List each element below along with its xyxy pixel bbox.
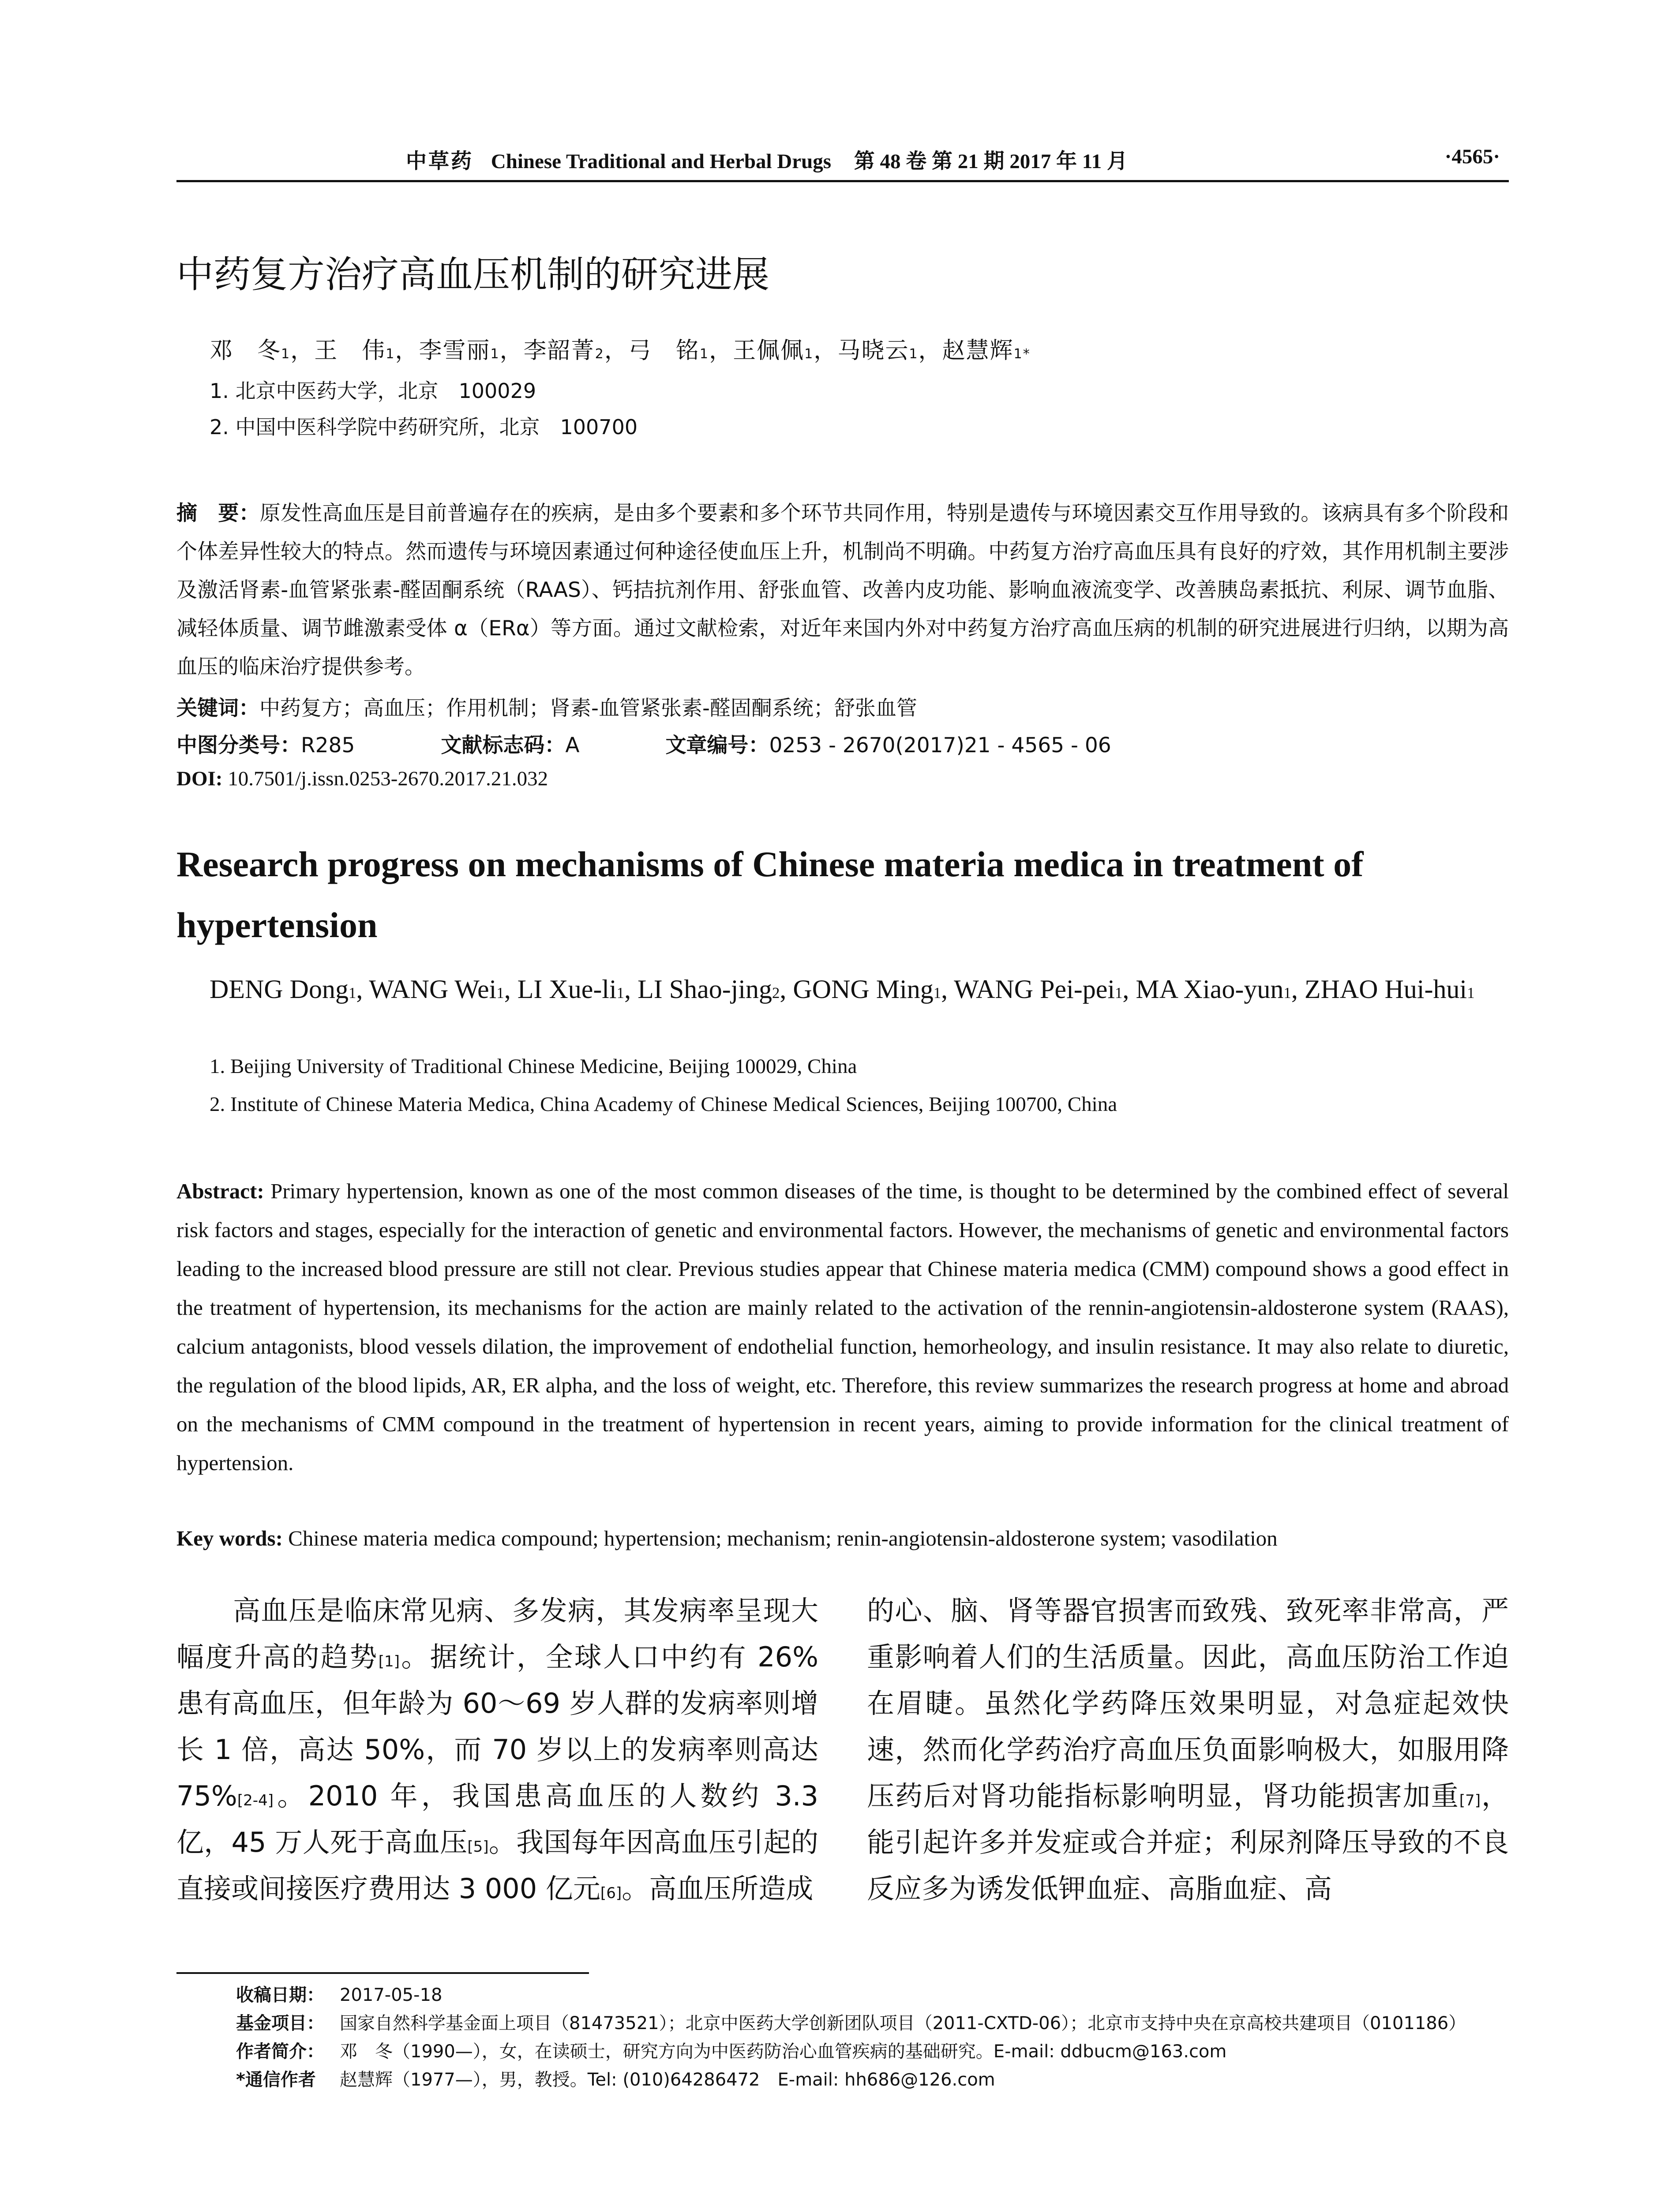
keywords-cn — [176, 692, 1509, 721]
classification-line — [176, 729, 1111, 758]
author-en-affil-sup: 2 — [772, 984, 780, 1002]
footnote-label: 收稿日期： — [236, 1985, 324, 2005]
abstract-en — [176, 1172, 1509, 1482]
author-cn-name: 赵慧辉 — [942, 338, 1014, 364]
keywords-cn-label: 关键词： — [176, 696, 259, 720]
author-cn-affil-sup: 1 — [804, 346, 814, 362]
footnote-label: 基金项目： — [236, 2013, 324, 2033]
author-list-cn: 邓 冬$^1$，王 伟$^1$，李雪丽$^1$，李韶菁$^2$，弓 铭$^1$，王佩佩$^1$，马晓云$^1$，赵慧辉$^{1*}$ — [210, 338, 1031, 364]
citation-ref: [5] — [467, 1838, 489, 1856]
author-en-name: WANG Pei-pei — [954, 975, 1115, 1004]
author-cn-name: 弓 铭 — [628, 338, 700, 364]
footnotes — [236, 1981, 1509, 2094]
footnote-label: 作者简介： — [236, 2041, 324, 2062]
body-text: 。2010 年，我国患高血压的人数约 3.3 亿，45 万人死于高血压 — [176, 1780, 818, 1858]
abstract-cn-label: 摘 要： — [176, 501, 260, 525]
author-en-name: GONG Ming — [793, 975, 934, 1004]
footnote-item — [236, 2037, 1509, 2066]
body-column-left — [176, 1587, 818, 1912]
issue-info: 第 48 卷 第 21 期 2017 年 11 月 — [854, 150, 1128, 173]
body-text: 。据统计，全球人口中约有 26% 患有高血压，但年龄为 60～69 岁人群的发病率则增长 1 倍，高达 50%，而 70 岁以上的发病率则高达 75% — [176, 1641, 818, 1812]
body-text: 的心、脑、肾等器官损害而致残、致死率非常高，严重影响着人们的生活质量。因此，高血压防治工作迫在眉睫。虽然化学药降压效果明显，对急症起效快速，然而化学药治疗高血压负面影响极大，如服用降压药后对肾功能指标影响明显，肾功能损害加重 — [867, 1594, 1509, 1812]
footnote-item — [236, 1981, 1509, 2009]
footnote-label: *通信作者 — [236, 2070, 316, 2090]
body-text: 。高血压所造成 — [622, 1872, 814, 1905]
author-cn-affil-sup: 1 — [909, 346, 919, 362]
author-en-affil-sup: 1 — [496, 984, 504, 1002]
citation-ref: [6] — [600, 1884, 622, 1902]
clc-value: R285 — [301, 733, 355, 758]
footnote-item — [236, 2066, 1509, 2094]
author-cn-affil-sup: 2 — [595, 346, 604, 362]
clc-label: 中图分类号： — [176, 733, 301, 758]
author-cn-name: 马晓云 — [837, 338, 909, 364]
article-title-en: Research progress on mechanisms of Chinese materia medica in treatment of hypertension — [176, 844, 1364, 945]
author-list-en: DENG Dong$^1$, WANG Wei$^1$, LI Xue-$li^1$, LI Shao-jing$^2$, GONG Ming$^1$, WANG Pei-pei$^1$, MA Xiao-yun$^1$, ZHAO Hui-hui$^1$ — [210, 975, 1475, 1004]
affiliation-en-2: 2. Institute of Chinese Materia Medica, China Academy of Chinese Medical Sciences, Beijing 100700, China — [210, 1093, 1118, 1116]
abstract-en-label: Abstract: — [176, 1179, 264, 1203]
keywords-en-text: Chinese materia medica compound; hypertension; mechanism; renin-angiotensin-aldosterone system; vasodilation — [288, 1526, 1278, 1550]
footnote-item — [236, 2009, 1509, 2037]
author-en-name: LI Shao-jing — [638, 975, 772, 1004]
footnote-text: 2017-05-18 — [340, 1985, 442, 2005]
author-en-name: WANG Wei — [369, 975, 497, 1004]
doc-code-label: 文献标志码： — [441, 733, 566, 758]
citation-ref: [7] — [1459, 1792, 1481, 1809]
body-text: 高血压是临床常见病、多发病，其发病率呈现大幅度升高的趋势 — [176, 1594, 818, 1673]
author-en-affil-sup: 1 — [933, 984, 941, 1002]
author-en-affil-sup: 1 — [1283, 984, 1291, 1002]
author-en-affil-sup: 1 — [1115, 984, 1123, 1002]
author-cn-name: 李雪丽 — [419, 338, 491, 364]
footnote-text: 赵慧辉（1977—），男，教授。Tel: (010)64286472 E-mail: hh686@126.com — [340, 2070, 995, 2090]
keywords-en — [176, 1526, 1509, 1551]
author-cn-name: 王 伟 — [314, 338, 386, 364]
keywords-cn-text: 中药复方；高血压；作用机制；肾素-血管紧张素-醛固酮系统；舒张血管 — [259, 696, 917, 720]
header-journal-info — [406, 145, 1128, 174]
author-cn-name: 邓 冬 — [210, 338, 281, 364]
abstract-cn-text: 原发性高血压是目前普遍存在的疾病，是由多个要素和多个环节共同作用，特别是遗传与环境因素交互作用导致的。该病具有多个阶段和个体差异性较大的特点。然而遗传与环境因素通过何种途径使血压上升，机制尚不明确。中药复方治疗高血压具有良好的疗效，其作用机制主要涉及激活肾素-血管紧张素-醛固酮系统（RAAS）、钙拮抗剂作用、舒张血管、改善内皮功能、影响血液流变学、改善胰岛素抵抗、利尿、调节血脂、减轻体质量、调节雌激素受体 α（ERα）等方面。通过文献检索，对近年来国内外对中药复方治疗高血压病的机制的研究进展进行归纳，以期为高血压的临床治疗提供参考。 — [176, 501, 1509, 679]
author-en-name: ZHAO Hui-hui — [1304, 975, 1467, 1004]
doi-line — [176, 767, 548, 791]
article-no-value: 0253 - 2670(2017)21 - 4565 - 06 — [769, 733, 1111, 758]
author-en-name: LI Xue-li — [517, 975, 617, 1004]
footnote-text: 国家自然科学基金面上项目（81473521）；北京中医药大学创新团队项目（2011-CXTD-06）；北京市支持中央在京高校共建项目（0101186） — [340, 2013, 1466, 2033]
affiliation-en-1: 1. Beijing University of Traditional Chinese Medicine, Beijing 100029, China — [210, 1055, 857, 1078]
body-text: ，能引起许多并发症或合并症；利尿剂降压导致的不良反应多为诱发低钾血症、高脂血症、高 — [867, 1780, 1509, 1905]
citation-ref: [2-4] — [237, 1792, 274, 1809]
abstract-en-text: Primary hypertension, known as one of the most common diseases of the time, is thought to be determined by the combined effect of several risk factors and stages, especially for the interaction of genetic and environmental factors. However, the mechanisms of genetic and environmental factors leading to the increased blood pressure are still not clear. Previous studies appear that Chinese materia medica (CMM) compound shows a good effect in the treatment of hypertension, its mechanisms for the action are mainly related to the activation of the rennin-angiotensin-aldosterone system (RAAS), calcium antagonists, blood vessels dilation, the improvement of endothelial function, hemorheology, and insulin resistance. It may also relate to diuretic, the regulation of the blood lipids, AR, ER alpha, and the loss of weight, etc. Therefore, this review summarizes the research progress at home and abroad on the mechanisms of CMM compound in the treatment of hypertension in recent years, aiming to provide information for the clinical treatment of hypertension. — [176, 1179, 1509, 1475]
author-cn-affil-sup: 1 — [386, 346, 395, 362]
author-cn-name: 李韶菁 — [523, 338, 595, 364]
author-en-name: MA Xiao-yun — [1136, 975, 1284, 1004]
affiliation-cn-2: 2. 中国中医科学院中药研究所，北京 100700 — [210, 415, 638, 439]
article-title-cn: 中药复方治疗高血压机制的研究进展 — [176, 253, 770, 296]
citation-ref: [1] — [378, 1653, 400, 1670]
journal-name-cn: 中草药 — [406, 150, 473, 173]
author-en-affil-sup: 1 — [1467, 984, 1475, 1002]
footnote-text: 邓 冬（1990—），女，在读硕士，研究方向为中医药防治心血管疾病的基础研究。E-mail: ddbucm@163.com — [340, 2041, 1227, 2062]
author-cn-affil-sup: 1* — [1013, 346, 1031, 362]
author-en-affil-sup: 1 — [616, 984, 625, 1002]
page-number: ·4565· — [1444, 145, 1500, 168]
body-text: 。我国每年因高血压引起的直接或间接医疗费用达 3 000 亿元 — [176, 1826, 818, 1905]
author-cn-affil-sup: 1 — [281, 346, 291, 362]
body-column-right — [867, 1587, 1509, 1912]
footnote-divider — [176, 1972, 589, 1974]
doi-label: DOI: — [176, 767, 223, 790]
doc-code-value: A — [565, 733, 580, 758]
running-header — [176, 140, 1509, 182]
author-cn-affil-sup: 1 — [699, 346, 709, 362]
author-en-name: DENG Dong — [210, 975, 349, 1004]
author-cn-name: 王佩佩 — [733, 338, 805, 364]
doi-value: 10.7501/j.issn.0253-2670.2017.21.032 — [228, 767, 548, 790]
journal-name-en: Chinese Traditional and Herbal Drugs — [491, 150, 832, 173]
abstract-cn — [176, 494, 1509, 686]
affiliation-cn-1: 1. 北京中医药大学，北京 100029 — [210, 379, 536, 403]
keywords-en-label: Key words: — [176, 1526, 283, 1550]
article-no-label: 文章编号： — [665, 733, 769, 758]
author-en-affil-sup: 1 — [348, 984, 356, 1002]
author-cn-affil-sup: 1 — [490, 346, 500, 362]
